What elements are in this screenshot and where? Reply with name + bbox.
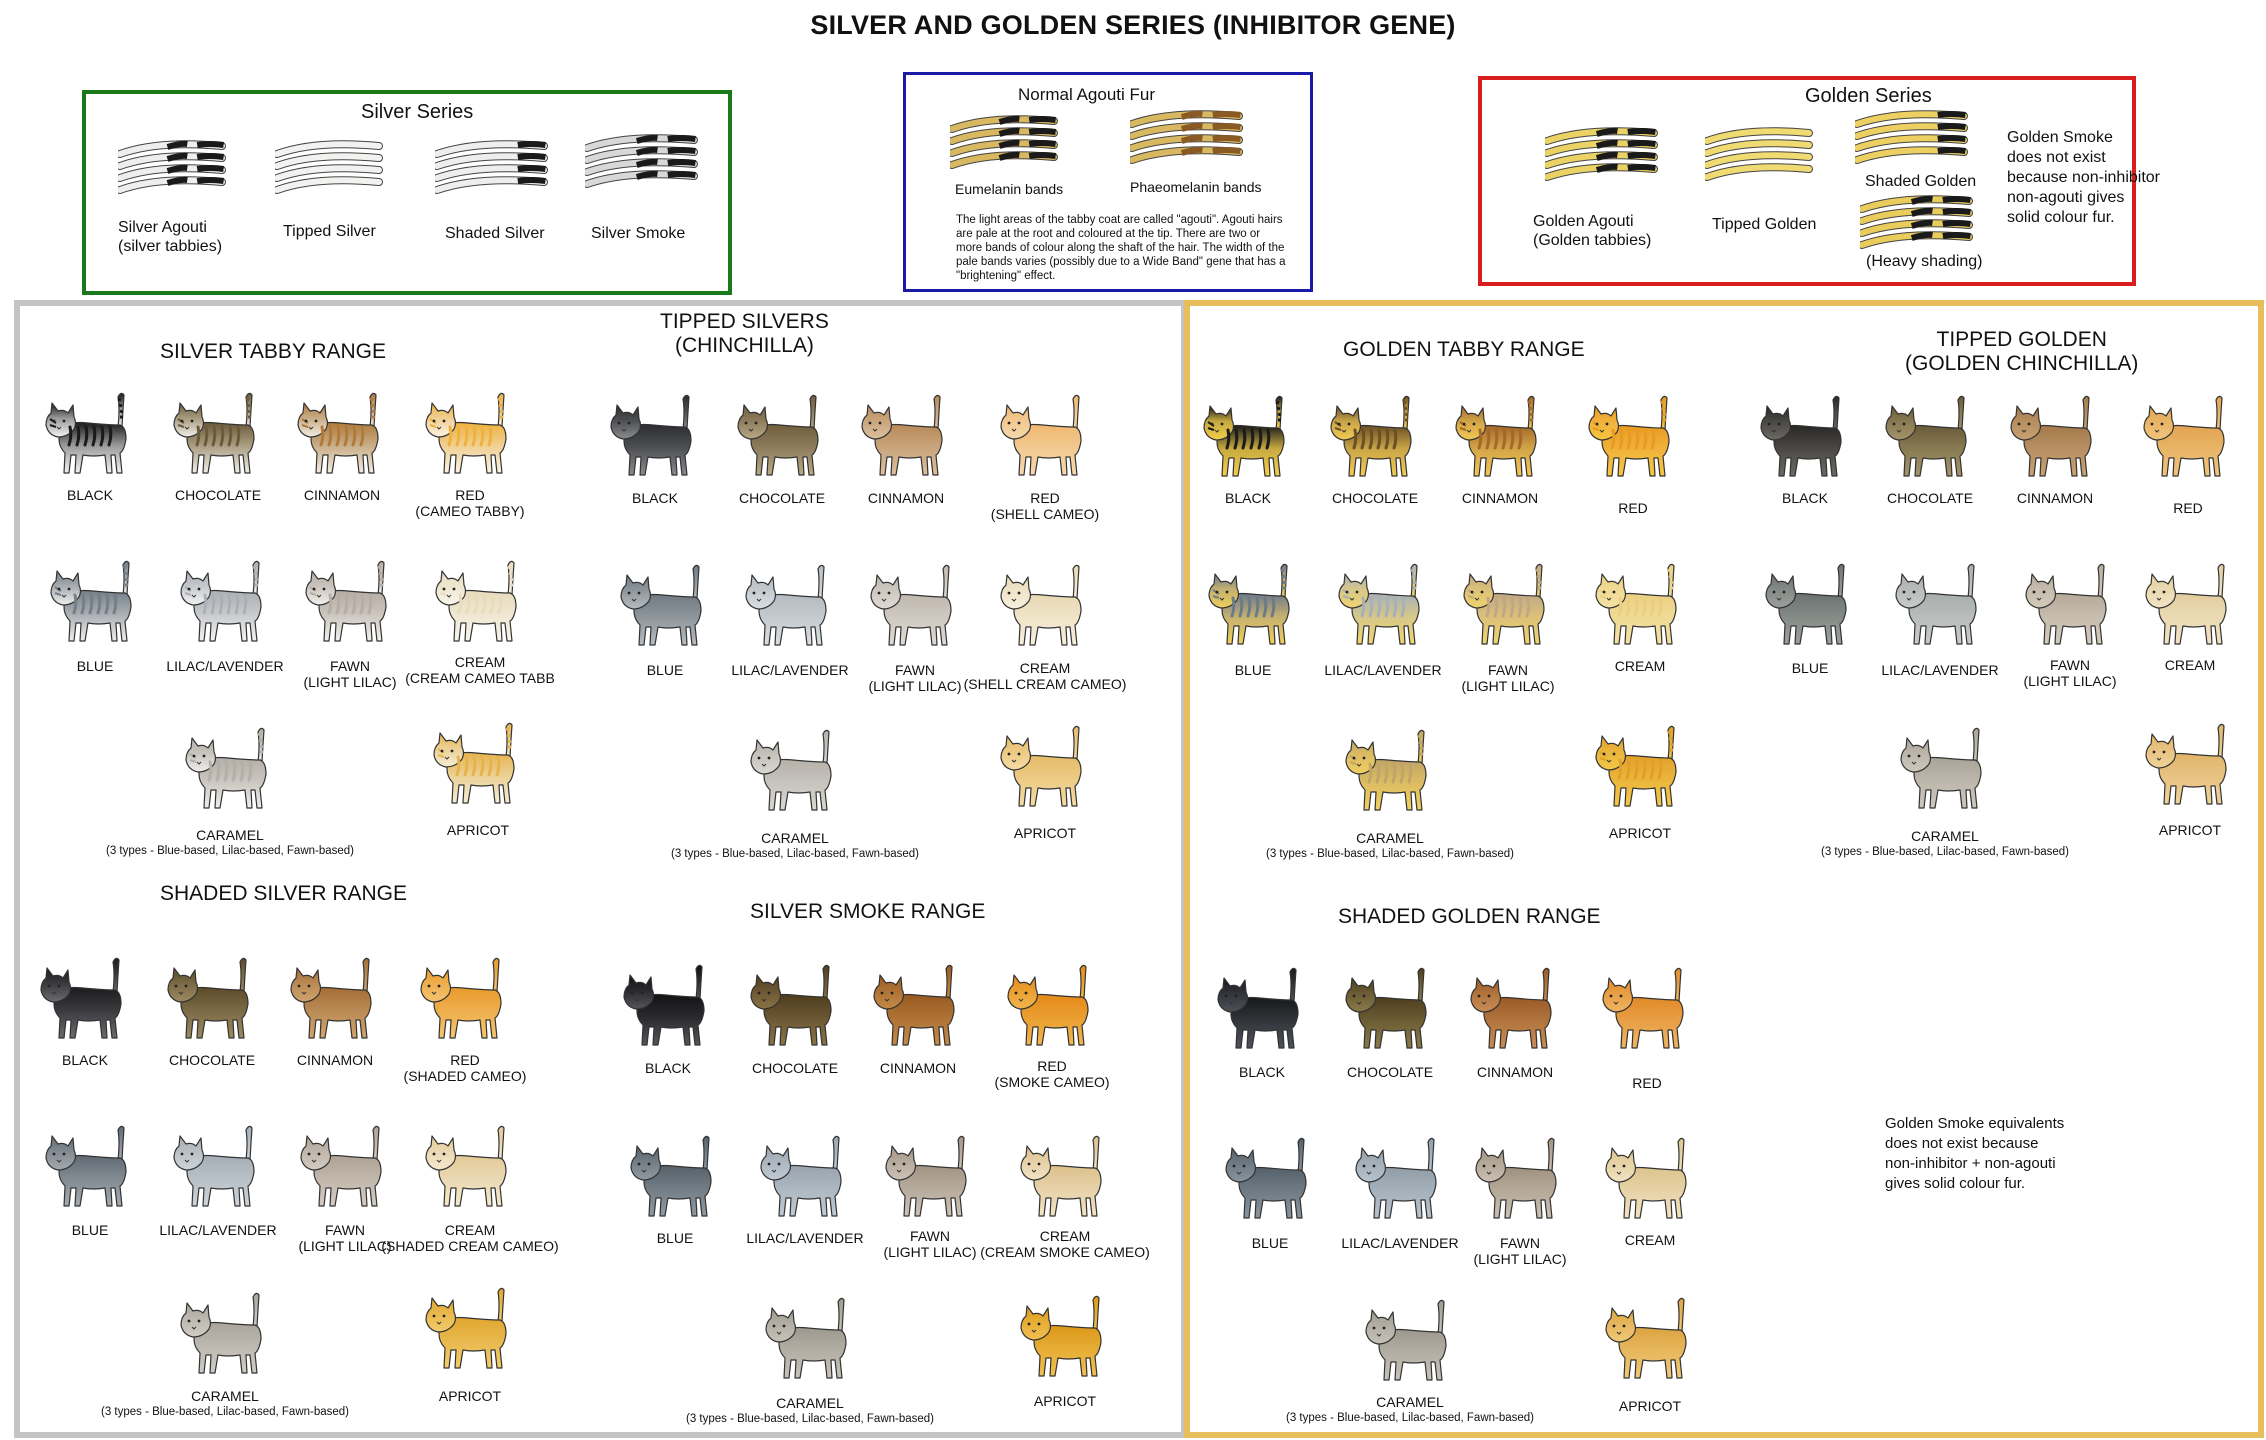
golden-series-title: Golden Series — [1805, 85, 1932, 107]
silver-tabby-red-label: RED (CAMEO TABBY) — [415, 487, 525, 519]
silver-tabby-cream-icon — [430, 553, 530, 653]
shaded-golden-cinnamon-icon — [1465, 960, 1565, 1060]
silver-smoke-red-icon — [1002, 957, 1102, 1057]
shaded-golden-lilac-label: LILAC/LAVENDER — [1341, 1235, 1459, 1251]
shaded-golden-label: Shaded Golden — [1865, 173, 1977, 190]
shaded-golden-chocolate-icon — [1340, 960, 1440, 1060]
golden-tabby-fawn-icon — [1458, 556, 1558, 656]
golden-tabby-cinnamon-icon — [1450, 388, 1550, 488]
tipped-silver-cream-icon — [995, 557, 1095, 657]
silver-tabby-chocolate-label: CHOCOLATE — [174, 487, 262, 503]
silver-tabby-lilac-icon — [175, 553, 275, 653]
shaded-silver-blue-label: BLUE — [71, 1222, 109, 1238]
tipped-silver-fawn-label: FAWN (LIGHT LILAC) — [868, 662, 962, 694]
silver-tabby-chocolate-icon — [168, 385, 268, 485]
silver-tabby-cinnamon-icon — [292, 385, 392, 485]
shaded-golden-caramel-note: (3 types - Blue-based, Lilac-based, Fawn-based) — [1285, 1412, 1535, 1424]
tipped-golden-label: Tipped Golden — [1712, 216, 1817, 233]
tipped-silver-chocolate-label: CHOCOLATE — [738, 490, 826, 506]
silver-smoke-lilac-label: LILAC/LAVENDER — [746, 1230, 864, 1246]
silver-tabby-blue-icon — [45, 553, 145, 653]
shaded-silver-hair-icon — [435, 138, 550, 200]
shaded-golden-blue-icon — [1220, 1130, 1320, 1230]
silver-smoke-fawn-icon — [880, 1128, 980, 1228]
silver-smoke-caramel-note: (3 types - Blue-based, Lilac-based, Fawn-based) — [685, 1413, 935, 1425]
shaded-silver-caramel-note: (3 types - Blue-based, Lilac-based, Fawn-based) — [100, 1406, 350, 1418]
shaded-golden-red-label: RED — [1632, 1075, 1662, 1091]
normal-agouti-title: Normal Agouti Fur — [1018, 85, 1155, 104]
silver-smoke-hair-icon — [585, 132, 700, 194]
golden-tabby-apricot-label: APRICOT — [1608, 825, 1672, 841]
silver-smoke-red-label: RED (SMOKE CAMEO) — [994, 1058, 1110, 1090]
shaded-silver-caramel-label: CARAMEL — [191, 1388, 259, 1404]
shaded-silver-apricot-label: APRICOT — [438, 1388, 502, 1404]
silver-smoke-black-icon — [618, 957, 718, 1057]
eumelanin-label: Eumelanin bands — [955, 181, 1064, 197]
tipped-silver-fawn-icon — [865, 557, 965, 657]
silver-tabby-caramel-icon — [180, 720, 280, 820]
shaded-golden-title: SHADED GOLDEN RANGE — [1338, 905, 1601, 928]
silver-tabby-cream-label: CREAM (CREAM CAMEO TABB — [405, 654, 555, 686]
tipped-silver-label: Tipped Silver — [283, 223, 376, 240]
tipped-silver-red-icon — [995, 387, 1095, 487]
tipped-golden-lilac-label: LILAC/LAVENDER — [1881, 662, 1999, 678]
page-title: SILVER AND GOLDEN SERIES (INHIBITOR GENE) — [810, 10, 1456, 40]
tipped-golden-caramel-note: (3 types - Blue-based, Lilac-based, Fawn-based) — [1820, 846, 2070, 858]
tipped-golden-fawn-label: FAWN (LIGHT LILAC) — [2023, 657, 2117, 689]
shaded-silver-chocolate-label: CHOCOLATE — [168, 1052, 256, 1068]
golden-tabby-black-label: BLACK — [1225, 490, 1271, 506]
silver-tabby-title: SILVER TABBY RANGE — [160, 340, 387, 363]
silver-tabby-fawn-label: FAWN (LIGHT LILAC) — [303, 658, 397, 690]
silver-smoke-blue-icon — [625, 1128, 725, 1228]
tipped-golden-apricot-label: APRICOT — [2158, 822, 2222, 838]
shaded-golden-black-icon — [1212, 960, 1312, 1060]
silver-smoke-apricot-label: APRICOT — [1033, 1393, 1097, 1409]
tipped-silver-blue-icon — [615, 557, 715, 657]
tipped-golden-blue-icon — [1760, 556, 1860, 656]
eumelanin-hair-icon — [950, 113, 1060, 175]
golden-smoke-note: Golden Smoke does not exist because non-inhibitor non-agouti gives solid colour fur. — [2007, 129, 2160, 226]
silver-smoke-cream-label: CREAM (CREAM SMOKE CAMEO) — [980, 1228, 1150, 1260]
shaded-golden-red-icon — [1597, 960, 1697, 1060]
tipped-silver-apricot-label: APRICOT — [1013, 825, 1077, 841]
shaded-golden-cream-icon — [1600, 1130, 1700, 1230]
silver-smoke-blue-label: BLUE — [656, 1230, 694, 1246]
shaded-golden-lilac-icon — [1350, 1130, 1450, 1230]
shaded-silver-cream-icon — [420, 1118, 520, 1218]
shaded-silver-title: SHADED SILVER RANGE — [160, 882, 408, 905]
silver-tabby-apricot-icon — [428, 715, 528, 815]
golden-tabby-caramel-note: (3 types - Blue-based, Lilac-based, Fawn-based) — [1265, 848, 1515, 860]
tipped-silvers-title: TIPPED SILVERS (CHINCHILLA) — [660, 310, 829, 357]
tipped-golden-title: TIPPED GOLDEN (GOLDEN CHINCHILLA) — [1905, 328, 2139, 375]
shaded-silver-black-label: BLACK — [62, 1052, 108, 1068]
golden-tabby-cinnamon-label: CINNAMON — [1461, 490, 1539, 506]
golden-tabby-black-icon — [1198, 388, 1298, 488]
silver-tabby-caramel-label: CARAMEL — [196, 827, 264, 843]
silver-smoke-caramel-label: CARAMEL — [776, 1395, 844, 1411]
silver-smoke-black-label: BLACK — [645, 1060, 691, 1076]
tipped-silver-caramel-note: (3 types - Blue-based, Lilac-based, Fawn-based) — [670, 848, 920, 860]
tipped-golden-blue-label: BLUE — [1791, 660, 1829, 676]
tipped-golden-caramel-label: CARAMEL — [1911, 828, 1979, 844]
shaded-golden-chocolate-label: CHOCOLATE — [1346, 1064, 1434, 1080]
shaded-golden-black-label: BLACK — [1239, 1064, 1285, 1080]
silver-tabby-blue-label: BLUE — [76, 658, 114, 674]
golden-tabby-blue-icon — [1203, 556, 1303, 656]
heavy-shading-label: (Heavy shading) — [1866, 253, 1983, 270]
tipped-silver-blue-label: BLUE — [646, 662, 684, 678]
phaeomelanin-label: Phaeomelanin bands — [1130, 179, 1262, 195]
shaded-golden-caramel-icon — [1360, 1292, 1460, 1392]
silver-smoke-lilac-icon — [755, 1128, 855, 1228]
tipped-silver-cinnamon-label: CINNAMON — [867, 490, 945, 506]
tipped-silver-lilac-icon — [740, 557, 840, 657]
silver-smoke-cinnamon-label: CINNAMON — [879, 1060, 957, 1076]
tipped-golden-cream-icon — [2140, 556, 2240, 656]
silver-smoke-caramel-icon — [760, 1290, 860, 1390]
golden-tabby-chocolate-icon — [1325, 388, 1425, 488]
silver-smoke-label: Silver Smoke — [591, 225, 686, 242]
tipped-silver-cinnamon-icon — [856, 387, 956, 487]
tipped-golden-lilac-icon — [1890, 556, 1990, 656]
agouti-description: The light areas of the tabby coat are called "agouti". Agouti hairs are pale at the root and coloured at the tip. There are two or more bands of colour along the shaft of the hair. The width of the pale bands varies (possibly due to a Wide Band" gene that has a "brightening" effect. — [956, 214, 1286, 282]
silver-smoke-chocolate-icon — [745, 957, 845, 1057]
shaded-silver-fawn-label: FAWN (LIGHT LILAC) — [298, 1222, 392, 1254]
silver-smoke-cinnamon-icon — [868, 957, 968, 1057]
golden-tabby-cream-label: CREAM — [1614, 658, 1666, 674]
tipped-silver-red-label: RED (SHELL CAMEO) — [990, 490, 1100, 522]
shaded-silver-black-icon — [35, 950, 135, 1050]
golden-smoke-equivalents-note: Golden Smoke equivalents does not exist because non-inhibitor + non-agouti gives solid colour fur. — [1885, 1115, 2065, 1192]
golden-tabby-red-icon — [1583, 388, 1683, 488]
silver-smoke-title: SILVER SMOKE RANGE — [750, 900, 986, 923]
golden-tabby-fawn-label: FAWN (LIGHT LILAC) — [1461, 662, 1555, 694]
tipped-silver-caramel-label: CARAMEL — [761, 830, 829, 846]
tipped-golden-cream-label: CREAM — [2164, 657, 2216, 673]
golden-agouti-hair-icon — [1545, 125, 1660, 187]
silver-tabby-cinnamon-label: CINNAMON — [303, 487, 381, 503]
tipped-silver-caramel-icon — [745, 722, 845, 822]
shaded-golden-cream-label: CREAM — [1624, 1232, 1676, 1248]
shaded-silver-cream-label: CREAM (SHADED CREAM CAMEO) — [381, 1222, 559, 1254]
tipped-golden-red-label: RED — [2173, 500, 2203, 516]
silver-agouti-hair-icon — [118, 138, 228, 200]
shaded-golden-hair-icon — [1855, 108, 1970, 170]
golden-tabby-blue-label: BLUE — [1234, 662, 1272, 678]
shaded-golden-fawn-label: FAWN (LIGHT LILAC) — [1473, 1235, 1567, 1267]
tipped-silver-lilac-label: LILAC/LAVENDER — [731, 662, 849, 678]
heavy-shading-hair-icon — [1860, 193, 1975, 255]
golden-tabby-cream-icon — [1590, 556, 1690, 656]
shaded-silver-cinnamon-label: CINNAMON — [296, 1052, 374, 1068]
shaded-golden-fawn-icon — [1470, 1130, 1570, 1230]
silver-tabby-black-label: BLACK — [67, 487, 113, 503]
golden-tabby-chocolate-label: CHOCOLATE — [1331, 490, 1419, 506]
silver-smoke-fawn-label: FAWN (LIGHT LILAC) — [883, 1228, 977, 1260]
shaded-silver-lilac-label: LILAC/LAVENDER — [159, 1222, 277, 1238]
tipped-golden-caramel-icon — [1895, 720, 1995, 820]
phaeomelanin-hair-icon — [1130, 108, 1245, 170]
silver-tabby-caramel-note: (3 types - Blue-based, Lilac-based, Fawn-based) — [105, 845, 355, 857]
shaded-golden-apricot-label: APRICOT — [1618, 1398, 1682, 1414]
tipped-silver-apricot-icon — [995, 718, 1095, 818]
shaded-golden-apricot-icon — [1600, 1290, 1700, 1390]
shaded-silver-chocolate-icon — [162, 950, 262, 1050]
tipped-golden-chocolate-icon — [1880, 388, 1980, 488]
shaded-golden-cinnamon-label: CINNAMON — [1476, 1064, 1554, 1080]
tipped-silver-black-label: BLACK — [632, 490, 678, 506]
tipped-golden-hair-icon — [1705, 125, 1815, 187]
shaded-silver-blue-icon — [40, 1118, 140, 1218]
shaded-silver-cinnamon-icon — [285, 950, 385, 1050]
silver-smoke-chocolate-label: CHOCOLATE — [751, 1060, 839, 1076]
silver-agouti-label: Silver Agouti (silver tabbies) — [118, 219, 223, 255]
silver-series-title: Silver Series — [361, 101, 474, 123]
shaded-silver-apricot-icon — [420, 1280, 520, 1380]
silver-tabby-red-icon — [420, 385, 520, 485]
tipped-golden-black-icon — [1755, 388, 1855, 488]
golden-tabby-red-label: RED — [1618, 500, 1648, 516]
tipped-golden-fawn-icon — [2020, 556, 2120, 656]
shaded-silver-label: Shaded Silver — [445, 225, 545, 242]
tipped-golden-cinnamon-icon — [2005, 388, 2105, 488]
tipped-silver-chocolate-icon — [732, 387, 832, 487]
tipped-golden-black-label: BLACK — [1782, 490, 1828, 506]
shaded-golden-caramel-label: CARAMEL — [1376, 1394, 1444, 1410]
silver-tabby-black-icon — [40, 385, 140, 485]
tipped-golden-cinnamon-label: CINNAMON — [2016, 490, 2094, 506]
shaded-silver-red-label: RED (SHADED CAMEO) — [403, 1052, 527, 1084]
golden-tabby-apricot-icon — [1590, 718, 1690, 818]
golden-tabby-caramel-label: CARAMEL — [1356, 830, 1424, 846]
silver-tabby-fawn-icon — [300, 553, 400, 653]
silver-tabby-apricot-label: APRICOT — [446, 822, 510, 838]
tipped-silver-hair-icon — [275, 138, 385, 200]
golden-tabby-caramel-icon — [1340, 722, 1440, 822]
golden-tabby-title: GOLDEN TABBY RANGE — [1343, 338, 1585, 361]
shaded-silver-lilac-icon — [168, 1118, 268, 1218]
shaded-silver-fawn-icon — [295, 1118, 395, 1218]
tipped-golden-chocolate-label: CHOCOLATE — [1886, 490, 1974, 506]
shaded-silver-red-icon — [415, 950, 515, 1050]
tipped-golden-apricot-icon — [2140, 716, 2240, 816]
golden-tabby-lilac-label: LILAC/LAVENDER — [1324, 662, 1442, 678]
shaded-silver-caramel-icon — [175, 1285, 275, 1385]
golden-tabby-lilac-icon — [1333, 556, 1433, 656]
silver-smoke-cream-icon — [1015, 1128, 1115, 1228]
silver-smoke-apricot-icon — [1015, 1288, 1115, 1388]
tipped-silver-black-icon — [605, 387, 705, 487]
tipped-silver-cream-label: CREAM (SHELL CREAM CAMEO) — [963, 660, 1127, 692]
silver-tabby-lilac-label: LILAC/LAVENDER — [166, 658, 284, 674]
shaded-golden-blue-label: BLUE — [1251, 1235, 1289, 1251]
tipped-golden-red-icon — [2138, 388, 2238, 488]
golden-agouti-label: Golden Agouti (Golden tabbies) — [1533, 213, 1652, 249]
